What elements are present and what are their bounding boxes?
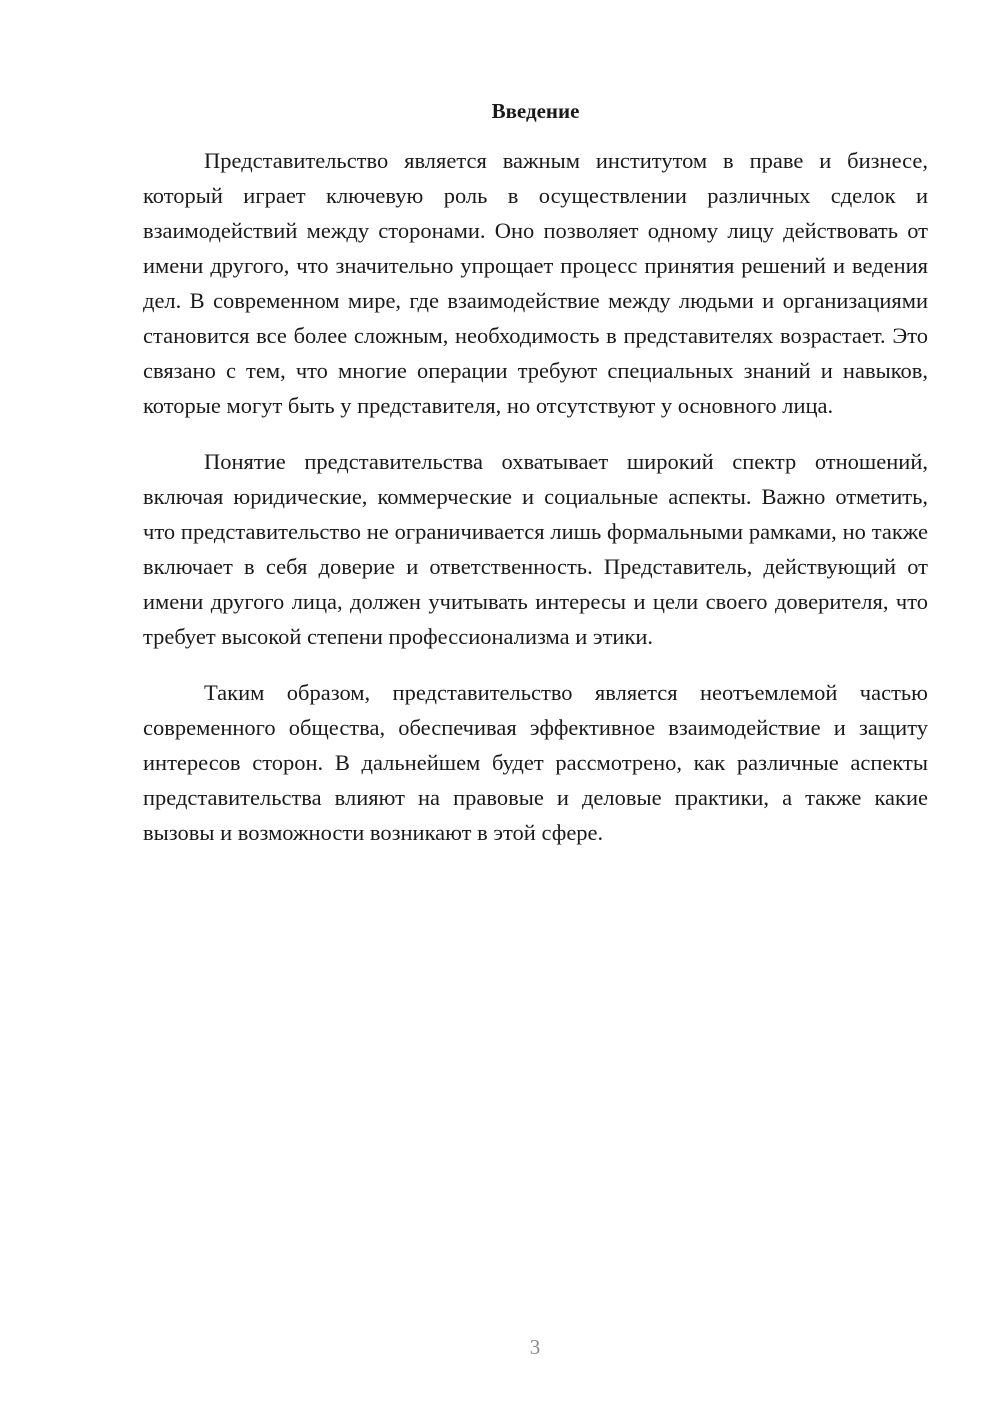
body-text xyxy=(143,143,928,871)
paragraph-2: Понятие представительства охватывает широкий спектр отношений, включая юридические, коммерческие и социальные аспекты. Важно отметить, что представительство не ограничивается лишь формальными рамками, но также включает в себя доверие и ответственность. Представитель, действующий от имени другого лица, должен учитывать интересы и цели своего доверителя, что требует высокой степени профессионализма и этики. xyxy=(143,449,928,649)
section-heading: Введение xyxy=(491,99,580,123)
paragraph-3: Таким образом, представительство является неотъемлемой частью современного общества, обеспечивая эффективное взаимодействие и защиту интересов сторон. В дальнейшем будет рассмотрено, как различные аспекты представительства влияют на правовые и деловые практики, а также какие вызовы и возможности возникают в этой сфере. xyxy=(143,680,928,845)
paragraph-1: Представительство является важным институтом в праве и бизнесе, который играет ключевую роль в осуществлении различных сделок и взаимодействий между сторонами. Оно позволяет одному лицу действовать от имени другого, что значительно упрощает процесс принятия решений и ведения дел. В современном мире, где взаимодействие между людьми и организациями становится все более сложным, необходимость в представителях возрастает. Это связано с тем, что многие операции требуют специальных знаний и навыков, которые могут быть у представителя, но отсутствуют у основного лица. xyxy=(143,148,928,418)
page-number: 3 xyxy=(529,1335,541,1359)
